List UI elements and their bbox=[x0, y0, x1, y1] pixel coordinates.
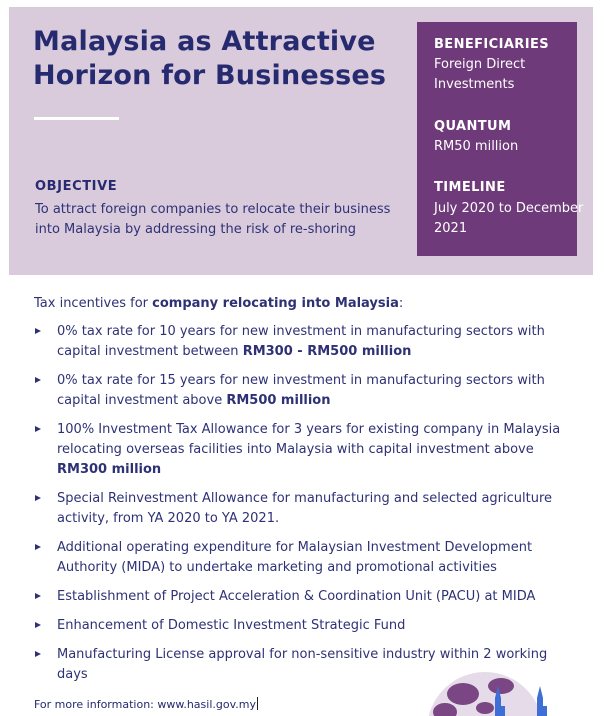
list-item: Manufacturing License approval for non-sensitive industry within 2 working days bbox=[34, 645, 574, 685]
text-cursor bbox=[257, 697, 258, 710]
list-item: 0% tax rate for 15 years for new investment in manufacturing sectors with capital investment above RM500 million bbox=[34, 371, 574, 411]
bullet-arrow-icon bbox=[35, 328, 41, 334]
timeline-heading: TIMELINE bbox=[434, 180, 506, 195]
bullet-arrow-icon bbox=[35, 426, 41, 432]
list-item: Additional operating expenditure for Malaysian Investment Development Authority (MIDA) to undertake marketing and promotional activities bbox=[34, 538, 574, 578]
summary-box bbox=[417, 22, 584, 256]
objective-text: To attract foreign companies to relocate their business into Malaysia by addressing the risk of re-shoring bbox=[35, 202, 391, 237]
bullet-arrow-icon bbox=[35, 495, 41, 501]
bullet-arrow-icon bbox=[35, 651, 41, 657]
quantum-heading: QUANTUM bbox=[434, 119, 512, 134]
objective-heading: OBJECTIVE bbox=[35, 179, 118, 194]
bullet-arrow-icon bbox=[35, 544, 41, 550]
list-item: Establishment of Project Acceleration & Coordination Unit (PACU) at MIDA bbox=[34, 587, 574, 607]
intro-bold: company relocating into Malaysia bbox=[152, 296, 399, 311]
incentive-list bbox=[34, 322, 574, 694]
list-item: Special Reinvestment Allowance for manufacturing and selected agriculture activity, from YA 2020 to YA 2021. bbox=[34, 489, 574, 529]
bullet-arrow-icon bbox=[35, 593, 41, 599]
intro-suffix: : bbox=[398, 296, 404, 311]
intro-prefix: Tax incentives for bbox=[34, 296, 153, 311]
list-item: Enhancement of Domestic Investment Strategic Fund bbox=[34, 616, 574, 636]
quantum-text: RM50 million bbox=[434, 139, 519, 154]
title-underline bbox=[34, 117, 119, 120]
bullet-arrow-icon bbox=[35, 622, 41, 628]
list-item: 100% Investment Tax Allowance for 3 years for existing company in Malaysia relocating overseas facilities into Malaysia with capital investment above RM300 million bbox=[34, 420, 574, 480]
globe-skyline-illustration bbox=[415, 672, 555, 716]
beneficiaries-text: Foreign Direct Investments bbox=[434, 57, 526, 92]
intro-text bbox=[34, 296, 403, 311]
title-line-1: Malaysia as Attractive bbox=[33, 26, 376, 57]
footer-link[interactable]: For more information: www.hasil.gov.my bbox=[34, 698, 256, 711]
bullet-arrow-icon bbox=[35, 377, 41, 383]
list-item: 0% tax rate for 10 years for new investment in manufacturing sectors with capital investment between RM300 - RM500 million bbox=[34, 322, 574, 362]
title-line-2: Horizon for Businesses bbox=[33, 60, 387, 91]
timeline-text: July 2020 to December 2021 bbox=[434, 201, 584, 236]
beneficiaries-heading: BENEFICIARIES bbox=[434, 37, 549, 52]
page-title bbox=[33, 25, 393, 93]
